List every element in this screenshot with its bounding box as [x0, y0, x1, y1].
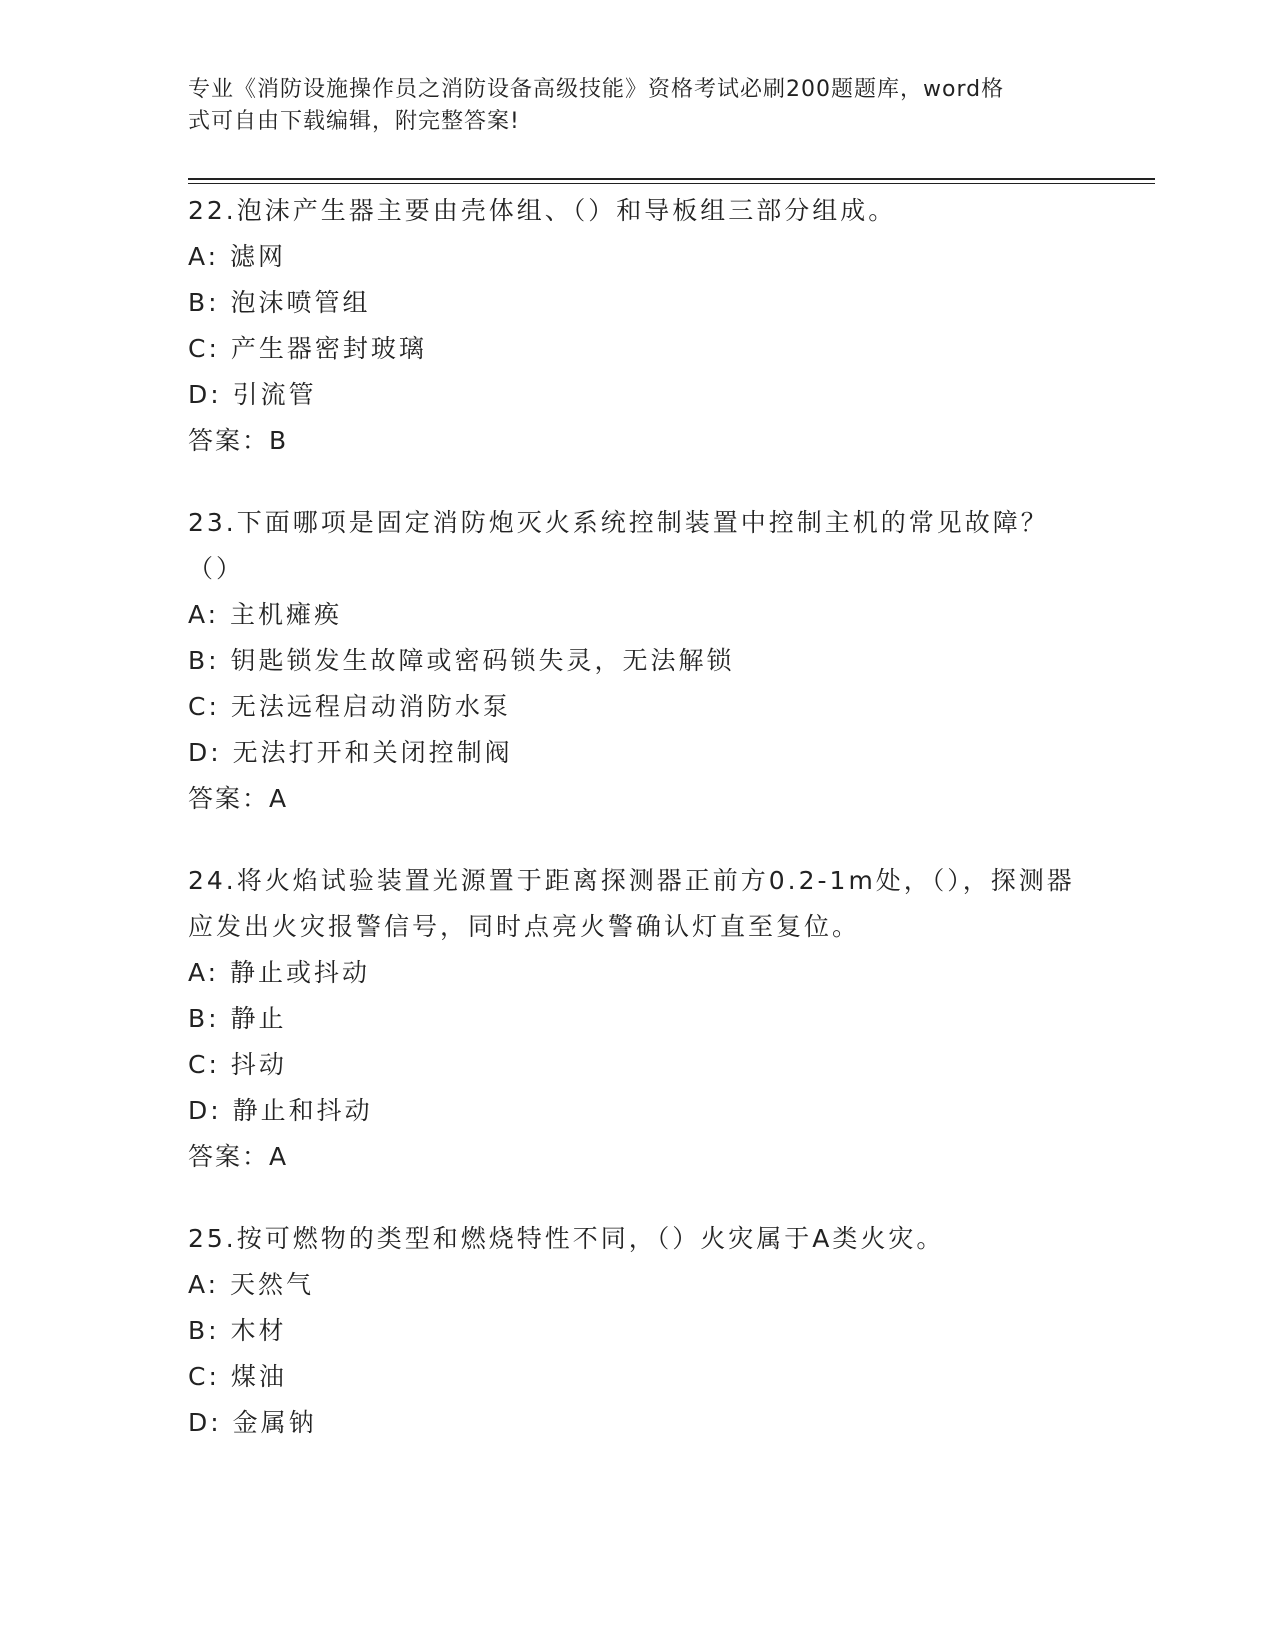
option-a: A: 静止或抖动 — [188, 958, 371, 987]
document-header — [188, 74, 1068, 138]
option-d: D: 引流管 — [188, 380, 317, 409]
header-line-1: 专业《消防设施操作员之消防设备高级技能》资格考试必刷200题题库，word格 — [188, 77, 1005, 102]
option-c: C: 抖动 — [188, 1050, 287, 1079]
question-list — [188, 188, 1088, 1482]
option-a: A: 主机瘫痪 — [188, 600, 343, 629]
answer-label: 答案：A — [188, 1142, 289, 1171]
option-a: A: 天然气 — [188, 1270, 315, 1299]
header-divider-thick — [188, 178, 1155, 180]
question-stem: 23.下面哪项是固定消防炮灭火系统控制装置中控制主机的常见故障？（） — [188, 508, 1049, 583]
option-d: D: 静止和抖动 — [188, 1096, 373, 1125]
option-c: C: 煤油 — [188, 1362, 287, 1391]
question-25 — [188, 1216, 1088, 1446]
header-line-2: 式可自由下载编辑，附完整答案! — [188, 109, 520, 134]
option-b: B: 钥匙锁发生故障或密码锁失灵，无法解锁 — [188, 646, 735, 675]
question-stem: 25.按可燃物的类型和燃烧特性不同，（）火灾属于A类火灾。 — [188, 1224, 945, 1253]
question-stem: 22.泡沫产生器主要由壳体组、（）和导板组三部分组成。 — [188, 196, 897, 225]
option-d: D: 金属钠 — [188, 1408, 317, 1437]
option-c: C: 产生器密封玻璃 — [188, 334, 427, 363]
option-b: B: 木材 — [188, 1316, 287, 1345]
answer-label: 答案：B — [188, 426, 289, 455]
option-c: C: 无法远程启动消防水泵 — [188, 692, 511, 721]
question-22 — [188, 188, 1088, 464]
question-23 — [188, 500, 1088, 822]
option-a: A: 滤网 — [188, 242, 287, 271]
answer-label: 答案：A — [188, 784, 289, 813]
option-d: D: 无法打开和关闭控制阀 — [188, 738, 513, 767]
option-b: B: 静止 — [188, 1004, 287, 1033]
header-divider-thin — [188, 183, 1155, 184]
question-stem: 24.将火焰试验装置光源置于距离探测器正前方0.2-1m处，（），探测器应发出火灾报警信号，同时点亮火警确认灯直至复位。 — [188, 866, 1075, 941]
option-b: B: 泡沫喷管组 — [188, 288, 371, 317]
question-24 — [188, 858, 1088, 1180]
